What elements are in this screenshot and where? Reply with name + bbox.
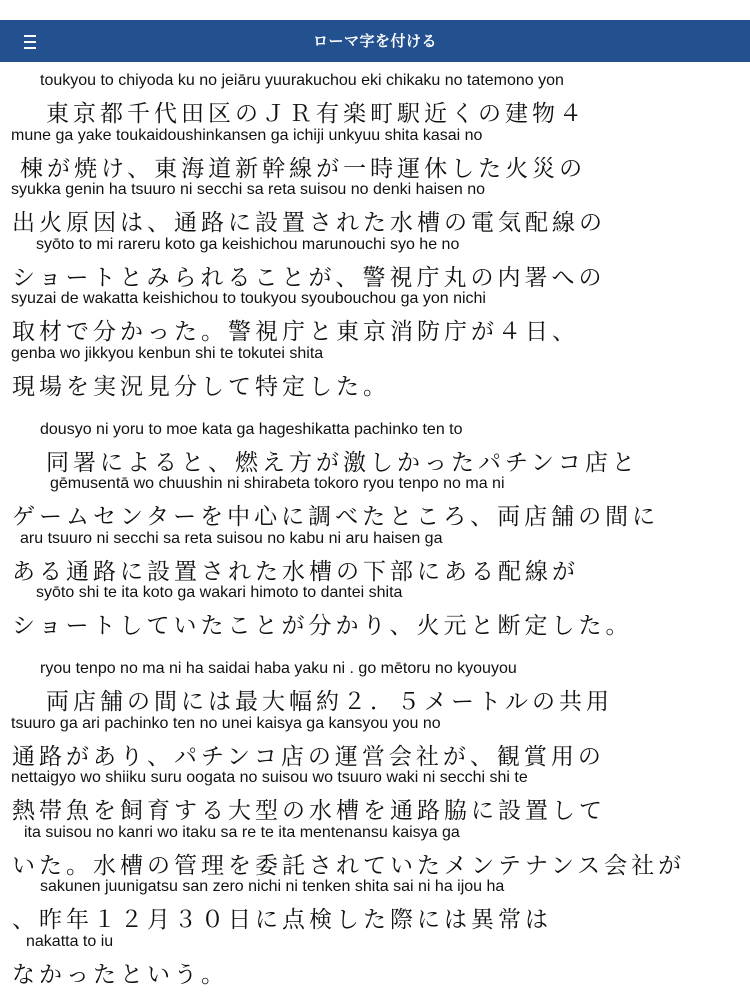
kanji-line: ショートとみられることが、警視庁丸の内署への xyxy=(12,264,606,291)
text-line xyxy=(0,62,750,127)
romaji-line: mune ga yake toukaidoushinkansen ga ichiji unkyuu shita kasai no xyxy=(11,126,483,144)
romaji-line: nettaigyo wo shiiku suru oogata no suisou wo tsuuro waki ni secchi shi te xyxy=(11,769,528,787)
kanji-line: 出火原因は、通路に設置された水槽の電気配線の xyxy=(12,210,606,237)
romaji-line: sakunen juunigatsu san zero nichi ni tenken shita sai ni ha ijou ha xyxy=(40,878,505,896)
text-line xyxy=(0,411,750,476)
kanji-line: 熱帯魚を飼育する大型の水槽を通路脇に設置して xyxy=(12,798,606,825)
kanji-line: 、昨年１２月３０日に点検した際には異常は xyxy=(12,907,552,934)
text-line xyxy=(0,335,750,400)
annotated-text xyxy=(0,62,750,988)
kanji-line: なかったという。 xyxy=(12,961,228,988)
paragraph-2 xyxy=(0,411,750,640)
kanji-line: 東京都千代田区のＪＲ有楽町駅近くの建物４ xyxy=(46,101,586,127)
romaji-line: tsuuro ga ari pachinko ten no unei kaisya ga kansyou you no xyxy=(11,714,441,732)
kanji-line: 同署によると、燃え方が激しかったパチンコ店と xyxy=(46,449,639,476)
romaji-line: syuzai de wakatta keishichou to toukyou syoubouchou ga yon nichi xyxy=(11,290,486,308)
romaji-line: gēmusentā wo chuushin ni shirabeta tokoro ryou tenpo no ma ni xyxy=(50,475,505,493)
romaji-line: toukyou to chiyoda ku no jeiāru yuurakuchou eki chikaku no tatemono yon xyxy=(40,72,564,89)
text-line xyxy=(0,171,750,237)
text-line xyxy=(0,574,750,640)
romaji-line: syukka genin ha tsuuro ni secchi sa reta suisou no denki haisen no xyxy=(11,181,486,199)
text-line xyxy=(0,117,750,182)
paragraph-3 xyxy=(0,650,750,988)
kanji-line: 棟が焼け、東海道新幹線が一時運休した火災の xyxy=(20,155,587,182)
kanji-line: 取材で分かった。警視庁と東京消防庁が４日、 xyxy=(12,319,579,346)
paragraph-1 xyxy=(0,62,750,400)
text-line xyxy=(0,226,750,291)
romaji-line: dousyo ni yoru to moe kata ga hageshikatta pachinko ten to xyxy=(40,420,463,438)
kanji-line: ある通路に設置された水槽の下部にある配線が xyxy=(12,558,579,585)
romaji-line: aru tsuuro ni secchi sa reta suisou no kabu ni aru haisen ga xyxy=(20,529,443,547)
romaji-line: ita suisou no kanri wo itaku sa re te ita mentenansu kaisya ga xyxy=(24,823,460,841)
romaji-line: syōto to mi rareru koto ga keishichou marunouchi syo he no xyxy=(36,235,460,253)
text-line xyxy=(0,465,750,531)
text-line xyxy=(0,520,750,585)
text-line xyxy=(0,705,750,770)
romaji-line: genba wo jikkyou kenbun shi te tokutei shita xyxy=(11,344,324,362)
text-line xyxy=(0,814,750,879)
kanji-line: 現場を実況見分して特定した。 xyxy=(12,373,390,400)
kanji-line: いた。水槽の管理を委託されていたメンテナンス会社が xyxy=(12,852,686,879)
text-line xyxy=(0,280,750,346)
text-line xyxy=(0,868,750,934)
kanji-line: ゲームセンターを中心に調べたところ、両店舗の間に xyxy=(12,504,660,531)
app-title: ローマ字を付ける xyxy=(312,32,437,50)
text-line xyxy=(0,650,750,715)
romaji-line: ryou tenpo no ma ni ha saidai haba yaku ni . go mētoru no kyouyou xyxy=(40,659,517,677)
romaji-line: nakatta to iu xyxy=(26,932,114,950)
app-header xyxy=(0,20,750,62)
kanji-line: 通路があり、パチンコ店の運営会社が、観賞用の xyxy=(12,743,605,770)
text-line xyxy=(0,923,750,988)
kanji-line: 両店舗の間には最大幅約２．５メートルの共用 xyxy=(46,688,613,715)
romaji-line: syōto shi te ita koto ga wakari himoto to dantei shita xyxy=(36,584,403,602)
kanji-line: ショートしていたことが分かり、火元と断定した。 xyxy=(12,613,633,640)
text-line xyxy=(0,759,750,825)
